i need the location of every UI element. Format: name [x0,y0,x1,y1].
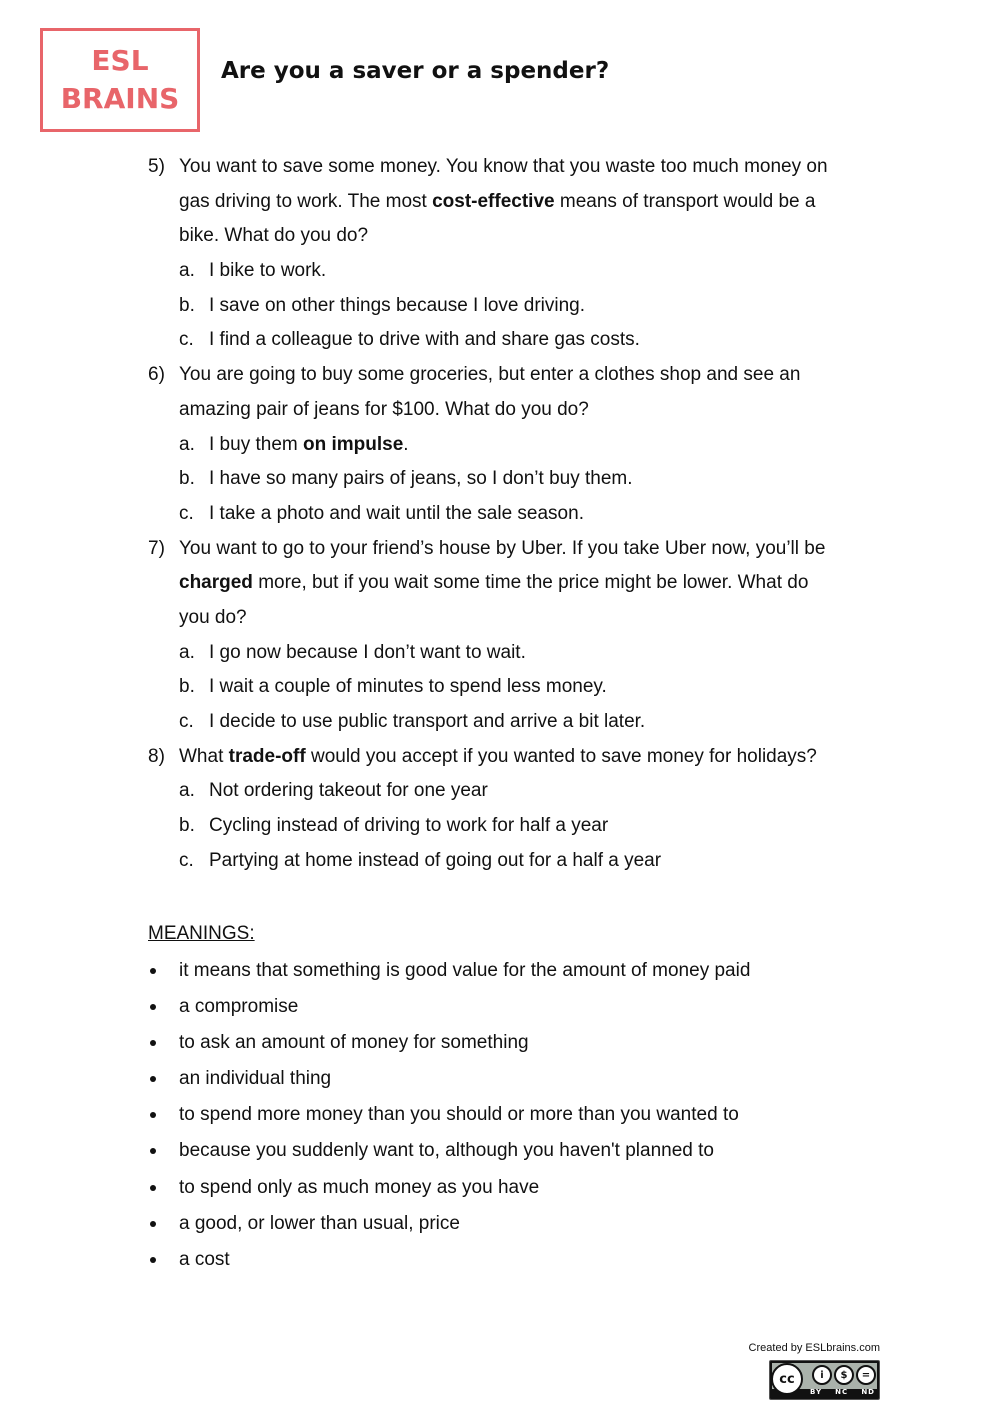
question-text-line [0,185,1000,220]
question-number: 7) [148,537,165,559]
answer-option [0,670,1000,705]
text-run: You want to save some money. You know that you waste too much money on [179,156,828,177]
meaning-item [0,1061,1000,1097]
answer-option [0,774,1000,809]
meaning-item [0,1170,1000,1206]
bullet-icon [150,1148,156,1154]
text-run: more, but if you wait some time the price might be lower. What do [252,572,809,594]
cc-license-badge [769,1360,880,1400]
option-letter: a. [179,433,195,455]
answer-option [0,636,1000,671]
answer-option [0,462,1000,497]
question-text-line [0,740,1000,775]
answer-option [0,844,1000,879]
option-letter: c. [179,711,194,732]
question-text-line [0,532,1000,567]
question-text-line [0,601,1000,636]
answer-option [0,289,1000,324]
meaning-text: a compromise [179,996,299,1018]
bullet-icon [150,1221,156,1227]
text-run: Not ordering takeout for one year [209,780,488,802]
text-run: What [179,745,229,767]
bullet-icon [150,1185,156,1191]
text-run: I wait a couple of minutes to spend less money. [209,676,607,698]
vocab-term: cost-effective [432,190,555,212]
text-run: Cycling instead of driving to work for half a year [209,815,609,837]
answer-option [0,323,1000,358]
option-letter: b. [179,676,195,698]
text-run: You want to go to your friend’s house by Uber. If you take Uber now, you’ll be [179,537,826,559]
option-letter: b. [179,294,195,316]
question-text-line [0,358,1000,393]
question-number: 6) [148,364,165,386]
vocab-term: trade-off [228,745,306,767]
option-letter: a. [179,780,195,802]
answer-option [0,705,1000,740]
question-8 [0,740,1000,879]
page-title: Are you a saver or a spender? [221,58,610,84]
cc-label-nd: ND [861,1388,875,1396]
cc-license-labels [810,1388,875,1397]
credit-text: Created by ESLbrains.com [748,1342,880,1354]
meaning-text: a good, or lower than usual, price [179,1212,460,1234]
question-number: 5) [148,156,165,177]
text-run: I go now because I don’t want to wait. [209,641,526,663]
non-commercial-icon: $ [834,1365,854,1385]
esl-brains-logo [40,28,200,132]
meaning-text: an individual thing [179,1068,332,1090]
text-run: amazing pair of jeans for $100. What do you do? [179,398,589,420]
meaning-item [0,1206,1000,1242]
meaning-item [0,953,1000,989]
bullet-icon [150,1004,156,1010]
option-letter: b. [179,468,195,490]
bullet-icon [150,1040,156,1046]
text-run: gas driving to work. The most [179,190,433,212]
text-run: bike. What do you do? [179,225,369,247]
answer-option [0,254,1000,289]
bullet-icon [150,1257,156,1263]
text-run: would you accept if you wanted to save money for holidays? [305,745,817,767]
meaning-text: because you suddenly want to, although you haven't planned to [179,1140,714,1162]
question-text-line [0,150,1000,185]
meaning-item [0,1097,1000,1133]
bullet-icon [150,1076,156,1082]
bullet-icon [150,968,156,974]
logo-line-1: ESL [91,44,149,77]
text-run: I decide to use public transport and arrive a bit later. [209,711,646,732]
option-letter: c. [179,329,194,351]
by-attribution-icon: i [812,1365,832,1385]
cc-icon: cc [771,1363,803,1395]
answer-option [0,497,1000,532]
cc-label-nc: NC [835,1388,849,1396]
option-letter: b. [179,815,195,837]
option-letter: c. [179,502,194,524]
vocab-term: charged [179,572,253,594]
text-run: I have so many pairs of jeans, so I don’t buy them. [209,468,633,490]
questions-list [0,150,1000,878]
answer-option [0,428,1000,463]
text-run: I find a colleague to drive with and share gas costs. [209,329,640,351]
question-5 [0,150,1000,358]
question-text-line [0,393,1000,428]
text-run: I take a photo and wait until the sale season. [209,502,584,524]
meanings-heading: MEANINGS: [148,923,255,944]
meaning-text: to spend only as much money as you have [179,1176,540,1198]
text-run: I buy them [209,433,303,455]
option-letter: c. [179,849,194,871]
logo-line-2: BRAINS [60,82,180,115]
option-letter: a. [179,260,195,282]
text-run: Partying at home instead of going out for a half a year [209,849,662,871]
text-run: I save on other things because I love driving. [209,294,586,316]
meanings-list [0,953,1000,1278]
meaning-text: it means that something is good value for the amount of money paid [179,960,751,981]
meaning-item [0,1133,1000,1169]
text-run: means of transport would be a [554,190,816,212]
cc-label-by: BY [810,1388,823,1396]
answer-option [0,809,1000,844]
option-letter: a. [179,641,195,663]
no-derivatives-icon: = [856,1365,876,1385]
text-run: you do? [179,606,247,628]
meaning-text: a cost [179,1248,230,1270]
question-number: 8) [148,745,165,767]
meaning-text: to spend more money than you should or more than you wanted to [179,1104,739,1126]
meaning-item [0,1242,1000,1278]
text-run: . [403,433,409,455]
vocab-term: on impulse [303,433,404,455]
question-text-line [0,219,1000,254]
question-7 [0,532,1000,740]
text-run: I bike to work. [209,260,327,282]
meaning-item [0,1025,1000,1061]
bullet-icon [150,1112,156,1118]
text-run: You are going to buy some groceries, but enter a clothes shop and see an [179,364,801,386]
question-6 [0,358,1000,531]
question-text-line [0,566,1000,601]
meaning-item [0,989,1000,1025]
meaning-text: to ask an amount of money for something [179,1032,529,1054]
